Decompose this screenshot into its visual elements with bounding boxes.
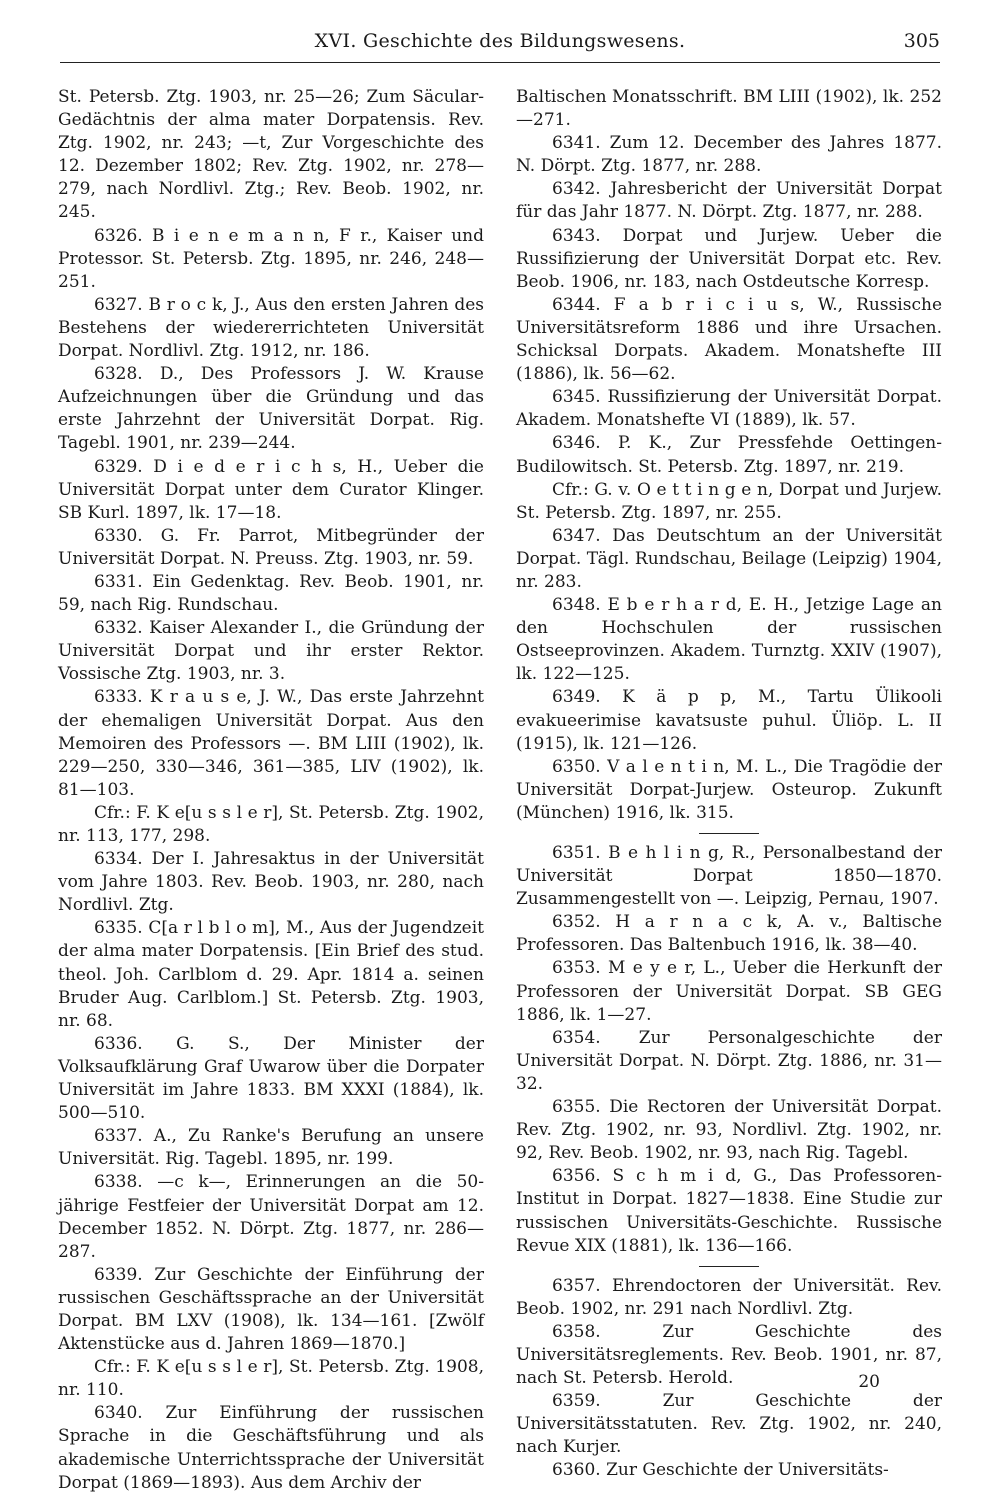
bibliography-entry: 6342. Jahresbericht der Universität Dorpat für das Jahr 1877. N. Dörpt. Ztg. 1877, nr. 288. <box>516 179 942 223</box>
bibliography-entry: 6350. V a l e n t i n, M. L., Die Tragödie der Universität Dorpat-Jurjew. Osteurop. Zukunft (München) 1916, lk. 315. <box>516 756 942 823</box>
bibliography-entry: 6329. D i e d e r i c h s, H., Ueber die Universität Dorpat unter dem Curator Klinger. SB Kurl. 1897, lk. 17—18. <box>58 456 484 523</box>
bibliography-entry: 6345. Russifizierung der Universität Dorpat. Akadem. Monatshefte VI (1889), lk. 57. <box>516 387 942 431</box>
bibliography-entry: 6326. B i e n e m a n n, F r., Kaiser und Protessor. St. Petersb. Ztg. 1895, nr. 246, 248—251. <box>58 225 484 292</box>
section-separator <box>699 1266 759 1267</box>
bibliography-entry: 6337. A., Zu Ranke's Berufung an unsere Universität. Rig. Tagebl. 1895, nr. 199. <box>58 1126 484 1170</box>
left-column <box>58 86 484 1493</box>
bibliography-entry: 6327. B r o c k, J., Aus den ersten Jahren des Bestehens der wiedererrichteten Universität Dorpat. Nordlivl. Ztg. 1912, nr. 186. <box>58 294 484 362</box>
bibliography-entry: 6335. C[a r l b l o m], M., Aus der Jugendzeit der alma mater Dorpatensis. [Ein Brief des stud. theol. Joh. Carlblom d. 29. Apr. 1814 a. seinen Bruder Aug. Carlblom.] St. Petersb. Ztg. 1903, nr. 68. <box>58 918 484 1031</box>
bibliography-entry: 6334. Der I. Jahresaktus in der Universität vom Jahre 1803. Rev. Beob. 1903, nr. 280, nach Nordlivl. Ztg. <box>58 849 484 916</box>
bibliography-entry: 6343. Dorpat und Jurjew. Ueber die Russifizierung der Universität Dorpat etc. Rev. Beob. 1906, nr. 183, nach Ostdeutsche Korresp. <box>516 225 942 292</box>
bibliography-entry: Cfr.: F. K e[u s s l e r], St. Petersb. Ztg. 1902, nr. 113, 177, 298. <box>58 802 484 846</box>
right-column-section-1 <box>516 86 942 825</box>
bibliography-entry: 6344. F a b r i c i u s, W., Russische Universitätsreform 1886 und ihre Ursachen. Schicksal Dorpats. Akadem. Monatshefte III (1886), lk. 56—62. <box>516 294 942 385</box>
bibliography-entry: 6341. Zum 12. December des Jahres 1877. N. Dörpt. Ztg. 1877, nr. 288. <box>516 133 942 177</box>
bibliography-entry: 6359. Zur Geschichte der Universitätsstatuten. Rev. Ztg. 1902, nr. 240, nach Kurjer. <box>516 1391 942 1458</box>
bibliography-entry: Cfr.: G. v. O e t t i n g e n, Dorpat und Jurjew. St. Petersb. Ztg. 1897, nr. 255. <box>516 479 942 523</box>
bibliography-entry: 6328. D., Des Professors J. W. Krause Aufzeichnungen über die Gründung und das erste Jahrzehnt der Universität Dorpat. Rig. Tagebl. 1901, nr. 239—244. <box>58 364 484 454</box>
bibliography-entry: 6358. Zur Geschichte des Universitätsreglements. Rev. Beob. 1901, nr. 87, nach St. Petersb. Herold. <box>516 1321 942 1389</box>
page-number: 305 <box>903 30 940 52</box>
bibliography-entry: 6333. K r a u s e, J. W., Das erste Jahrzehnt der ehemaligen Universität Dorpat. Aus den Memoiren des Professors —. BM LIII (1902), lk. 229—250, 330—346, 361—385, LIV (1902), lk. 81—103. <box>58 687 484 800</box>
bibliography-entry: 6354. Zur Personalgeschichte der Universität Dorpat. N. Dörpt. Ztg. 1886, nr. 31—32. <box>516 1027 942 1094</box>
bibliography-entry: Cfr.: F. K e[u s s l e r], St. Petersb. Ztg. 1908, nr. 110. <box>58 1357 484 1401</box>
bibliography-entry: 6351. B e h l i n g, R., Personalbestand der Universität Dorpat 1850—1870. Zusammengestellt von —. Leipzig, Pernau, 1907. <box>516 843 942 910</box>
bibliography-entry: Baltischen Monatsschrift. BM LIII (1902), lk. 252—271. <box>516 87 942 131</box>
bibliography-entry: 6332. Kaiser Alexander I., die Gründung der Universität Dorpat und ihr erster Rektor. Vossische Ztg. 1903, nr. 3. <box>58 618 484 685</box>
bibliography-entry: 6349. K ä p p, M., Tartu Ülikooli evakueerimise kavatsuste puhul. Üliöp. L. II (1915), lk. 121—126. <box>516 687 942 754</box>
bibliography-entry: 6331. Ein Gedenktag. Rev. Beob. 1901, nr. 59, nach Rig. Rundschau. <box>58 571 484 616</box>
header-rule <box>60 62 940 63</box>
bibliography-entry: 6340. Zur Einführung der russischen Sprache in die Geschäftsführung und als akademische Unterrichtssprache der Universität Dorpat (1869—1893). Aus dem Archiv der <box>58 1403 484 1493</box>
bibliography-entry: 6347. Das Deutschtum an der Universität Dorpat. Tägl. Rundschau, Beilage (Leipzig) 1904, nr. 283. <box>516 525 942 592</box>
bibliography-entry: 6357. Ehrendoctoren der Universität. Rev. Beob. 1902, nr. 291 nach Nordlivl. Ztg. <box>516 1275 942 1319</box>
bibliography-entry: 6338. —c k—, Erinnerungen an die 50-jährige Festfeier der Universität Dorpat am 12. December 1852. N. Dörpt. Ztg. 1877, nr. 286—287. <box>58 1172 484 1262</box>
page-header <box>60 30 940 58</box>
bibliography-entry: 6360. Zur Geschichte der Universitäts- <box>552 1460 889 1481</box>
bibliography-entry: 6356. S c h m i d, G., Das Professoren-Institut in Dorpat. 1827—1838. Eine Studie zur russischen Universitäts-Geschichte. Russische Revue XIX (1881), lk. 136—166. <box>516 1166 942 1256</box>
section-separator <box>699 833 759 834</box>
bibliography-entry: 6353. M e y e r, L., Ueber die Herkunft der Professoren der Universität Dorpat. SB GEG 1886, lk. 1—27. <box>516 958 942 1025</box>
bibliography-entry: 6339. Zur Geschichte der Einführung der russischen Geschäftssprache an der Universität Dorpat. BM LXV (1908), lk. 134—161. [Zwölf Aktenstücke aus d. Jahren 1869—1870.] <box>58 1264 484 1355</box>
bibliography-entry: 6348. E b e r h a r d, E. H., Jetzige Lage an den Hochschulen der russischen Ostseeprovinzen. Akadem. Turnztg. XXIV (1907), lk. 122—125. <box>516 595 942 685</box>
printer-signature: 20 <box>858 1372 880 1392</box>
bibliography-entry: St. Petersb. Ztg. 1903, nr. 25—26; Zum Säcular-Gedächtnis der alma mater Dorpatensis. Rev. Ztg. 1902, nr. 243; —t, Zur Vorgeschichte des 12. Dezember 1802; Rev. Ztg. 1902, nr. 278—279, nach Nordlivl. Ztg.; Rev. Beob. 1902, nr. 245. <box>58 87 484 223</box>
bibliography-entry: 6336. G. S., Der Minister der Volksaufklärung Graf Uwarow über die Dorpater Universität im Jahre 1833. BM XXXI (1884), lk. 500—510. <box>58 1033 484 1124</box>
bibliography-entry: 6355. Die Rectoren der Universität Dorpat. Rev. Ztg. 1902, nr. 93, Nordlivl. Ztg. 1902, nr. 92, Rev. Beob. 1902, nr. 93, nach Rig. Tagebl. <box>516 1097 942 1164</box>
right-column-section-2 <box>516 842 942 1258</box>
running-title: XVI. Geschichte des Bildungswesens. <box>314 30 686 52</box>
bibliography-entry: 6346. P. K., Zur Pressfehde Oettingen-Budilowitsch. St. Petersb. Ztg. 1897, nr. 219. <box>516 433 942 477</box>
bibliography-entry: 6352. H a r n a c k, A. v., Baltische Professoren. Das Baltenbuch 1916, lk. 38—40. <box>516 912 942 956</box>
bibliography-entry: 6330. G. Fr. Parrot, Mitbegründer der Universität Dorpat. N. Preuss. Ztg. 1903, nr. 59. <box>58 525 484 569</box>
